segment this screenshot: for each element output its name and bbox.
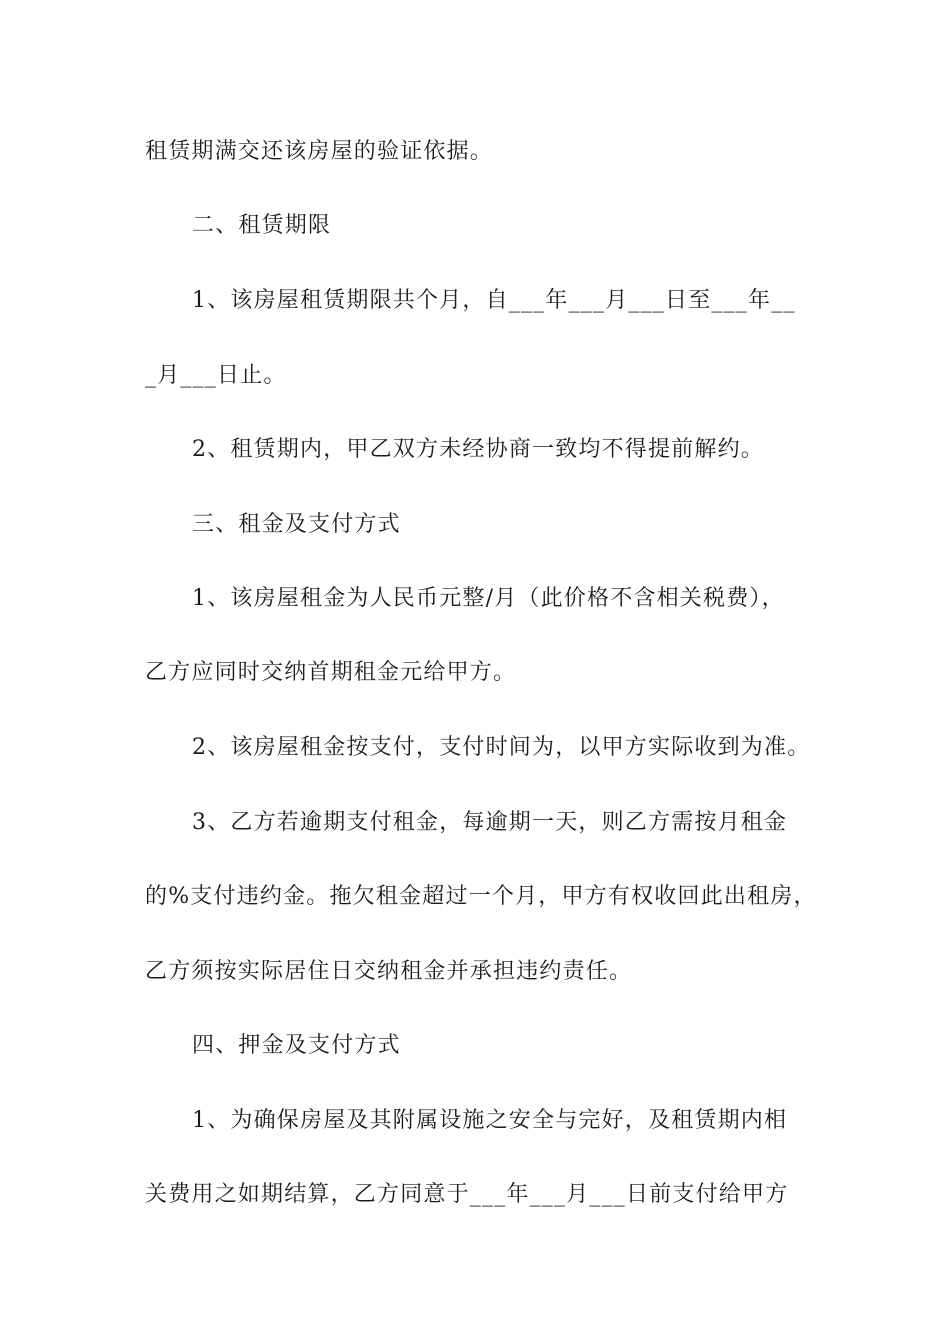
- paragraph-line: 租赁期满交还该房屋的验证依据。: [145, 139, 494, 164]
- section-heading: 三、租金及支付方式: [192, 512, 401, 537]
- section-heading: 四、押金及支付方式: [192, 1033, 401, 1058]
- paragraph-line: 乙方须按实际居住日交纳租金并承担违约责任。: [145, 959, 633, 984]
- paragraph-line: 的%支付违约金。拖欠租金超过一个月，甲方有权收回此出租房，: [145, 884, 817, 909]
- paragraph-line: 乙方应同时交纳首期租金元给甲方。: [145, 660, 517, 685]
- paragraph-line: 1、该房屋租金为人民币元整/月（此价格不含相关税费），: [192, 586, 785, 611]
- paragraph-line: 关费用之如期结算，乙方同意于___年___月___日前支付给甲方: [145, 1182, 789, 1207]
- paragraph-line: 1、该房屋租赁期限共个月，自___年___月___日至___年__: [192, 288, 796, 313]
- section-heading: 二、租赁期限: [192, 213, 332, 238]
- paragraph-line: 2、该房屋租金按支付，支付时间为，以甲方实际收到为准。: [192, 735, 811, 760]
- paragraph-line: 1、为确保房屋及其附属设施之安全与完好，及租赁期内相: [192, 1108, 788, 1133]
- paragraph-line: _月___日止。: [145, 363, 287, 388]
- paragraph-line: 2、租赁期内，甲乙双方未经协商一致均不得提前解约。: [192, 437, 764, 462]
- paragraph-line: 3、乙方若逾期支付租金，每逾期一天，则乙方需按月租金: [192, 810, 788, 835]
